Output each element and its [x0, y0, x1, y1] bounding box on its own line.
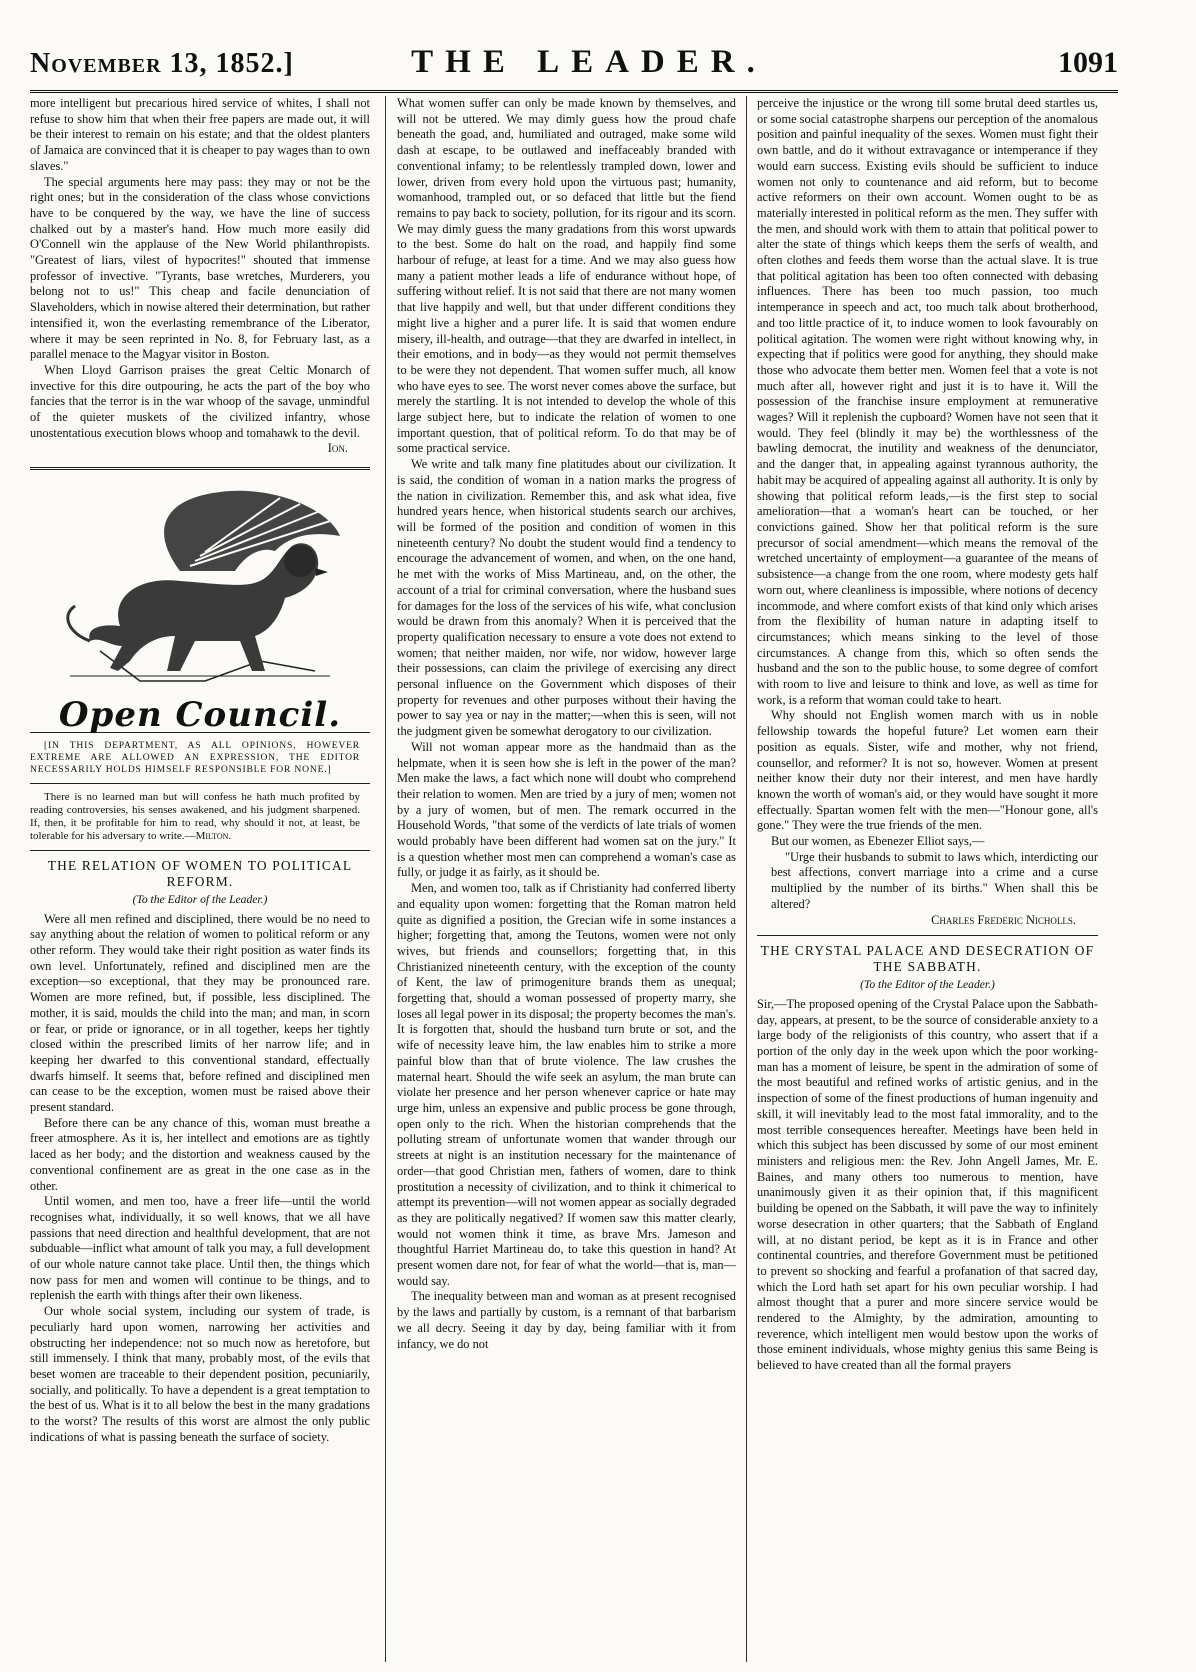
column-divider [746, 96, 747, 1662]
paragraph: more intelligent but precarious hired service of whites, I shall not refuse to show him that when their free papers are made out, it will be their interest to remain on his estate; and that the oldest planters of Jamaica are convinced that it is cheaper to pay wages than to own slaves." [30, 96, 370, 173]
paragraph: Were all men refined and disciplined, there would be no need to say anything about the relation of women to political reform or any other reform. They would take their right position as water finds its own level. Unfortunately, refined and disciplined men are the exception—so exceptional, that they may be pronounced rare. Women are more refined, but, if possible, less disciplined. The mother, it is said, moulds the child into the man; and man, in scorn or fear, or pride or ignorance, or in all together, keeps her tightly closed within the prescribed limits of her narrow life; and in keeping her dwarfed to this conventional standard, effectually dwarfs himself. It seems that, before refined and disciplined men can cease to be the exception, women must be raised above their present standard. [30, 911, 370, 1115]
article-title: THE CRYSTAL PALACE AND DESECRATION OF THE SABBATH. [760, 943, 1095, 975]
block-quote: "Urge their husbands to submit to laws which, interdicting our best affections, convert marriage into a crime and a curse multiplied by the number of its births." When shall this be altered? [771, 849, 1098, 911]
masthead [30, 44, 1118, 84]
issue-date: November 13, 1852.] [30, 48, 294, 79]
epigraph-source: —Milton. [184, 829, 232, 842]
column-3 [757, 96, 1098, 1662]
paragraph: Sir,—The proposed opening of the Crystal Palace upon the Sabbath-day, appears, at present, to be the source of considerable anxiety to a large body of the religionists of this country, who assert that if a portion of the only day in the week upon which the poor working-man has a moment of leisure, be spent in the admiration of some of the most beautiful and refined works of artistic genius, and in the inspection of some of the finest productions of human ingenuity and skill, it will inevitably lead to the most fatal immorality, and to the most terrible consequences hereafter. Meetings have been held in which this subject has been discussed by some of our most eminent ministers and religious men: the Rev. John Angell James, Mr. E. Baines, and many others too numerous to mention, have unanimously given it as their opinion that, if this magnificent building be opened on the Sabbath, it will pave the way to infinitely worse desecration in other quarters; that the Sabbath of England will, at no distant period, be kept as it is in France and other continental countries, and therefore Government must be petitioned to prevent so shocking and fearful a profanation of that sacred day, which the Lord hath set apart for his own peculiar worship. I had almost thought that a purer and more sincere service would be rendered to the Almighty, by the admiration, amounting to reverence, which intelligent men would bestow upon the works of those eminent individuals, whose mighty genius this same Being is believed to have created than all the formal prayers [757, 996, 1098, 1373]
editorial-notice: [IN THIS DEPARTMENT, AS ALL OPINIONS, HOWEVER EXTREME ARE ALLOWED AN EXPRESSION, THE EDITOR NECESSARILY HOLDS HIMSELF RESPONSIBLE FOR NONE.] [30, 739, 360, 775]
column-2 [397, 96, 736, 1662]
paragraph: Will not woman appear more as the handmaid than as the helpmate, when it is seen how she is left in the power of the man? Men make the laws, a fact which none will doubt who comprehend their relation to women. Men are tried by a jury of men; women not by a jury of women, but of men. The remark occurred in the Household Words, "that some of the verdicts of late trials of women would probably have been different had women sat on the jury." It is a question whether most men can comprehend a woman's case as fully, or judge it as fairly, as it should be. [397, 739, 736, 880]
to-editor-line: (To the Editor of the Leader.) [132, 892, 268, 906]
paragraph: The inequality between man and woman as at present recognised by the laws and partially by custom, is a remnant of that barbarism we all decry. Seeing it day by day, being familiar with it from infancy, we do not [397, 1289, 736, 1351]
paragraph: The special arguments here may pass: they may or not be the right ones; but in the consideration of the class whose convictions have to be conquered by the way, we have the line of success chalked out by a master's hand. How much more easily did O'Connell win the applause of the New World philanthropists. "Greatest of liars, vilest of hypocrites!" shouted that immense professor of invective. "Tyrants, base wretches, Murderers, you belong not to us!" This cheap and facile denunciation of Slaveholders, which in nowise altered their determination, but rather intensified it, won the everlasting remembrance of the Liberator, where it may be seen reprinted in No. 8, for February last, as a parallel menace to the Magyar visitor in Boston. [30, 174, 370, 362]
paragraph: Our whole social system, including our system of trade, is peculiarly hard upon women, narrowing her activities and obstructing her independence: not so much now as heretofore, but still immensely. I think that many, probably most, of the evils that beset women are traceable to their dependent position, pecuniarily, socially, and politically. To have a dependent is a great temptation to the best of us. What is it to all below the best in the many gradations to the worst? The results of this worst are almost the only public indications of what is passing beneath the surface of society. [30, 1304, 370, 1444]
winged-lion-emblem [30, 476, 370, 706]
paragraph: Men, and women too, talk as if Christianity had conferred liberty and equality upon women: forgetting that the Roman matron held quite as dignified a position, the Grecian wife in some instances a higher; forgetting that, among the Teutons, women were not only wives, but friends and counsellors; forgetting that, in this Christianized nineteenth century, with the exception of the county of Kent, the law of primogeniture brands them as unequal; forgetting that, should a woman possessed of property marry, she loses all legal power in its disposal; the property becomes the man's. It is forgotten that, should the husband turn brute or sot, and the wife of necessity leave him, the law enables him to strike a more painful blow than that of brute violence. The law crushes the maternal heart. Should the wife seek an asylum, the man brute can violate her presence and her person whenever caprice or hate may urge him, unless an expensive and public process be gone through, open only to the rich. When the historian comprehends that the polluting stream of unfortunate women that wander through our streets at night is an institution necessary for the maintenance of order—that good Christian men, fathers of women, dare to think prostitution a necessity of civilization, and to think it chimerical to attempt its prevention—will not women appear as socially degraded as they are politically negatived? If women saw this matter clearly, would not women think it time, as brave Mrs. Jameson and thoughtful Harriet Martineau do, to take this question in hand? At present women dare not, for fear of what the world—that is, man—would say. [397, 881, 736, 1288]
paragraph: perceive the injustice or the wrong till some brutal deed startles us, or some social catastrophe sharpens our perception of the anomalous position and painful inequality of the sexes. Women must fight their own battle, and do it without extravagance or intemperance if they would earn success. Existing evils should be sufficient to induce women not only to countenance and aid reform, but to become active reformers on their own account. Women ought to be as materially interested in political reform as the men. They suffer with the men, and should work with them to attain that political power to alter the state of things which keeps them the serfs of wealth, and often clothes and feeds them worse than the actual slave. It is true that political agitation has been too often connected with debasing influences. There has been too much passion, too much intemperance in speech and act, too much talk about brotherhood, and too little practice of it, to induce women to look favourably on political agitation. The women were right without knowing why, in expecting that if politics were good for anything, they should make those who advocate them better men. Women feel that a vote is not much after all, however right and just it is to have it. Will the possession of the franchise insure employment at remunerative wages? Will it replenish the cupboard? Women have not seen that it would. They feel (blindly it may be) the worthlessness of the bawling democrat, the inutility and weakness of the denunciator, and the danger that, in appealing against tyrannous authority, the habit may be acquired of appealing against all authority. It is only by showing that political reform leads,—is the first step to social amelioration—that a woman's heart can be touched, or her convictions gained. Show her that political reform is the sure precursor of social amendment—which means the removal of the wretched uncertainty of employment—a guarantee of the means of subsistence—a change from the one room, where modesty gets half worn out, where cleanliness is impossible, where notions of decency incommode, and where comfort exists of that kind only which arises from the flexibility of human nature in adapting itself to circumstances; which means sinking to the level of those circumstances. A change from this, which so often sends the husband and the son to the public house, to some degree of comfort with room to live and leisure to think and love, as well as time for work, is a reform that woman could take to heart. [757, 96, 1098, 707]
epigraph [30, 791, 370, 843]
signature: Charles Frederic Nicholls. [931, 912, 1076, 927]
page-number: 1091 [1058, 46, 1118, 79]
newspaper-title: THE LEADER. [411, 44, 767, 80]
paragraph: When Lloyd Garrison praises the great Celtic Monarch of invective for this dire outpouring, he acts the part of the boy who fancies that the terror is in the war whoop of the savage, unmindful of the quieter muskets of the civilized infantry, whose unostentatious execution blows whoop and tomahawk to the devil. [30, 362, 370, 440]
paragraph: Until women, and men too, have a freer life—until the world recognises what, individually, it so well knows, that we all have passions that need direction and healthful development, that are not subduable—inflict what amount of talk you may, a full development of our whole nature cannot take place. Until then, the things which now pass for men and women will continue to be things, and to replenish the earth with things after their own likeness. [30, 1194, 370, 1303]
paragraph: Before there can be any chance of this, woman must breathe a freer atmosphere. As it is, her intellect and emotions are as tightly laced as her body; and the distortion and weakness caused by the conventional confinement are as great in the one case as in the other. [30, 1115, 370, 1193]
section-rule [30, 783, 370, 784]
section-rule [757, 935, 1098, 936]
column-1 [30, 96, 370, 1662]
signature: Ion. [327, 441, 348, 456]
article-title: THE RELATION OF WOMEN TO POLITICAL REFORM. [47, 857, 353, 889]
section-rule [30, 467, 370, 470]
column-divider [385, 96, 386, 1662]
paragraph: But our women, as Ebenezer Elliot says,— [771, 834, 985, 849]
open-council-heading: Open Council. [58, 695, 342, 736]
epigraph-text: There is no learned man but will confess he hath much profited by reading controversies, his senses awakened, and his judgment sharpened. If, then, it be profitable for him to read, why should it not, at least, be tolerable for his adversary to write. [30, 790, 360, 842]
paragraph: Why should not English women march with us in noble fellowship towards the hopeful future? Let women earn their position as equals. Sister, wife and mother, why not friend, counsellor, and reformer? It is not so, however. Women at present neither know their duty nor their interest, and men have hardly known the worth of woman's aid, or they would have sought it more effectually. Spartan women felt with the men—"Honour gone, all's gone." They were the true friends of the men. [757, 708, 1098, 833]
to-editor-line: (To the Editor of the Leader.) [860, 978, 995, 992]
paragraph: We write and talk many fine platitudes about our civilization. It is said, the condition of woman in a nation marks the progress of the nation in civilization. Remember this, and ask what idea, five hundred years hence, when historical students search our archives, will be formed of the position and condition of women in this nineteenth century? No doubt the student would find a tendency to encourage the advancement of women, and when, on the one hand, he met with the works of Miss Martineau, and, on the other, the account of a trial for criminal conversation, where the husband sues for damages for the loss of the services of his wife, what conclusion would be drawn from this anomaly? When it is perceived that the property qualification necessary to ensure a vote does not extend to women; that neither maiden, nor wife, nor widow, however large their possessions, can claim the privilege of exercising any direct personal influence on the Government which disposes of their property for revenues and other purposes without their having the power to say yea or nay in the matter;—when this is seen, will not the judgment given be somewhat derogatory to our civilization. [397, 457, 736, 739]
paragraph: What women suffer can only be made known by themselves, and will not be uttered. We may dimly guess how the proud chafe beneath the goad, and, humiliated and outraged, make some wild dash at escape, to be outlawed and ineffaceably branded with conventional infamy; to be relentlessly trampled down, lower and lower, driven from every hold upon the virtuous past; humanity, womanhood, trampled out, or so defaced that little but the fiend remains to pay back to society, pollution, for its rigour and its scorn. We may dimly guess the many gradations from this worst upwards to the best. Some do halt on the road, and happily find some harbour of refuge, at least for a time. And we may also guess how many a patient mother leads a life of endurance without hope, of suffering without relief. It is not said that there are not many women that live happily and well, but that under different conditions they might live a higher and a purer life. It is said that women endure misery, ill-health, and outrage—that they are dwarfed in intellect, in their emotions, and in body—as they would not permit themselves to be were they not dependent. That women suffer much, all know who have eyes to see. The worst never comes above the surface, but merely the startling. It is not intended to develop the whole of this large subject here, but to indicate the relation of women to one important question, that of political reform. To do that may be of some practical service. [397, 96, 736, 456]
section-rule [30, 850, 370, 851]
masthead-rule [30, 90, 1118, 93]
